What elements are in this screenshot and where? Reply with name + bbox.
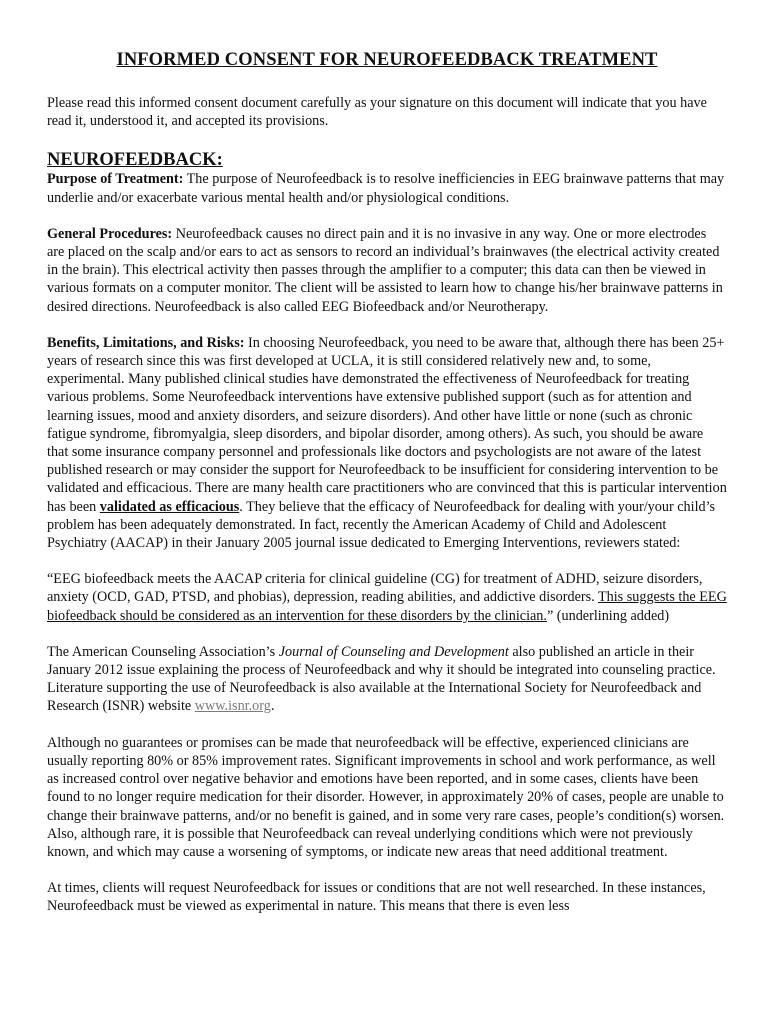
section-heading-neurofeedback: NEUROFEEDBACK:	[47, 150, 223, 171]
procedures-paragraph	[47, 225, 727, 316]
document-title: INFORMED CONSENT FOR NEUROFEEDBACK TREATMENT	[116, 50, 658, 70]
intro-paragraph: Please read this informed consent document carefully as your signature on this document will indicate that you have read it, understood it, and accepted its provisions.	[47, 95, 707, 130]
purpose-text: The purpose of Neurofeedback is to resolve inefficiencies in EEG brainwave patterns that may underlie and/or exacerbate various mental health and/or physiological conditions.	[47, 171, 725, 206]
aacap-quote-paragraph	[47, 570, 727, 625]
aca-middle: also published an article in their January 2012 issue explaining the process of Neurofeedback and why it should be integrated into counseling practice. Literature supporting the use of Neurofeedback is also available at the International Society for Neurofeedback and Research (ISNR) website	[47, 643, 716, 715]
at-times-paragraph: At times, clients will request Neurofeedback for issues or conditions that are not well researched. In these instances, Neurofeedback must be viewed as experimental in nature. This means that there is even less	[47, 880, 706, 915]
benefits-label: Benefits, Limitations, and Risks:	[47, 334, 245, 351]
consent-document	[47, 48, 727, 934]
guarantees-paragraph: Although no guarantees or promises can be made that neurofeedback will be effective, experienced clinicians are usually reporting 80% or 85% improvement rates. Significant improvements in school and work performance, as well as increased control over negative behavior and emotions have been reported, and in some cases, clients have been found to no longer require medication for their disorder. However, in approximately 20% of cases, people are unable to change their brainwave patterns, and/or no benefit is gained, and in some very rare cases, people’s condition(s) worsen. Also, although rare, it is possible that Neurofeedback can reveal underlying conditions which were not previously known, and which may cause a worsening of symptoms, or indicate new areas that need additional treatment.	[47, 734, 725, 860]
quote-text: “EEG biofeedback meets the AACAP criteria for clinical guideline (CG) for treatment of ADHD, seizure disorders, anxiety (OCD, GAD, PTSD, and phobias), depression, reading abilities, and addictive disorders.	[47, 571, 703, 606]
aca-after: .	[270, 698, 275, 715]
benefits-paragraph	[47, 334, 727, 552]
quote-after: ” (underlining added)	[546, 607, 670, 624]
procedures-text: Neurofeedback causes no direct pain and it is no invasive in any way. One or more electrodes are placed on the scalp and/or ears to act as sensors to record an individual’s brainwaves (the electrical activity created in the brain). This electrical activity then passes through the amplifier to a computer; this data can then be viewed in various formats on a computer monitor. The client will be assisted to learn how to change his/her brainwave patterns in desired directions. Neurofeedback is also called EEG Biofeedback and/or Neurotherapy.	[47, 225, 723, 315]
purpose-label: Purpose of Treatment:	[47, 171, 184, 188]
journal-title: Journal of Counseling and Development	[278, 643, 509, 660]
validated-emphasis: validated as efficacious	[99, 498, 240, 515]
aca-before: The American Counseling Association’s	[47, 643, 279, 660]
benefits-text-before: In choosing Neurofeedback, you need to be aware that, although there has been 25+ years of research since this was first developed at UCLA, it is still considered relatively new and, to some, experimental. Many published clinical studies have demonstrated the effectiveness of Neurofeedback for treating various problems. Some Neurofeedback interventions have extensive published support (such as for attention and learning issues, mood and anxiety disorders, and seizure disorders). And other have little or none (such as chronic fatigue syndrome, fibromyalgia, sleep disorders, and bipolar disorder, among others). As such, you should be aware that some insurance company personnel and professionals like doctors and psychologists are not aware of the latest published research or may consider the support for Neurofeedback to be insufficient for considering intervention to be validated and efficacious. There are many health care practitioners who are convinced that this is particular intervention has been	[47, 334, 727, 515]
purpose-paragraph	[47, 170, 727, 206]
procedures-label: General Procedures:	[47, 225, 173, 242]
benefits-text-after: . They believe that the efficacy of Neurofeedback for dealing with your/your child’s problem has been adequately demonstrated. In fact, recently the American Academy of Child and Adolescent Psychiatry (AACAP) in their January 2005 journal issue dedicated to Emerging Interventions, reviewers stated:	[47, 498, 716, 552]
aca-paragraph	[47, 643, 727, 716]
isnr-link[interactable]: www.isnr.org	[194, 698, 271, 715]
quote-underlined: This suggests the EEG biofeedback should be considered as an intervention for these disorders by the clinician.	[47, 589, 727, 624]
